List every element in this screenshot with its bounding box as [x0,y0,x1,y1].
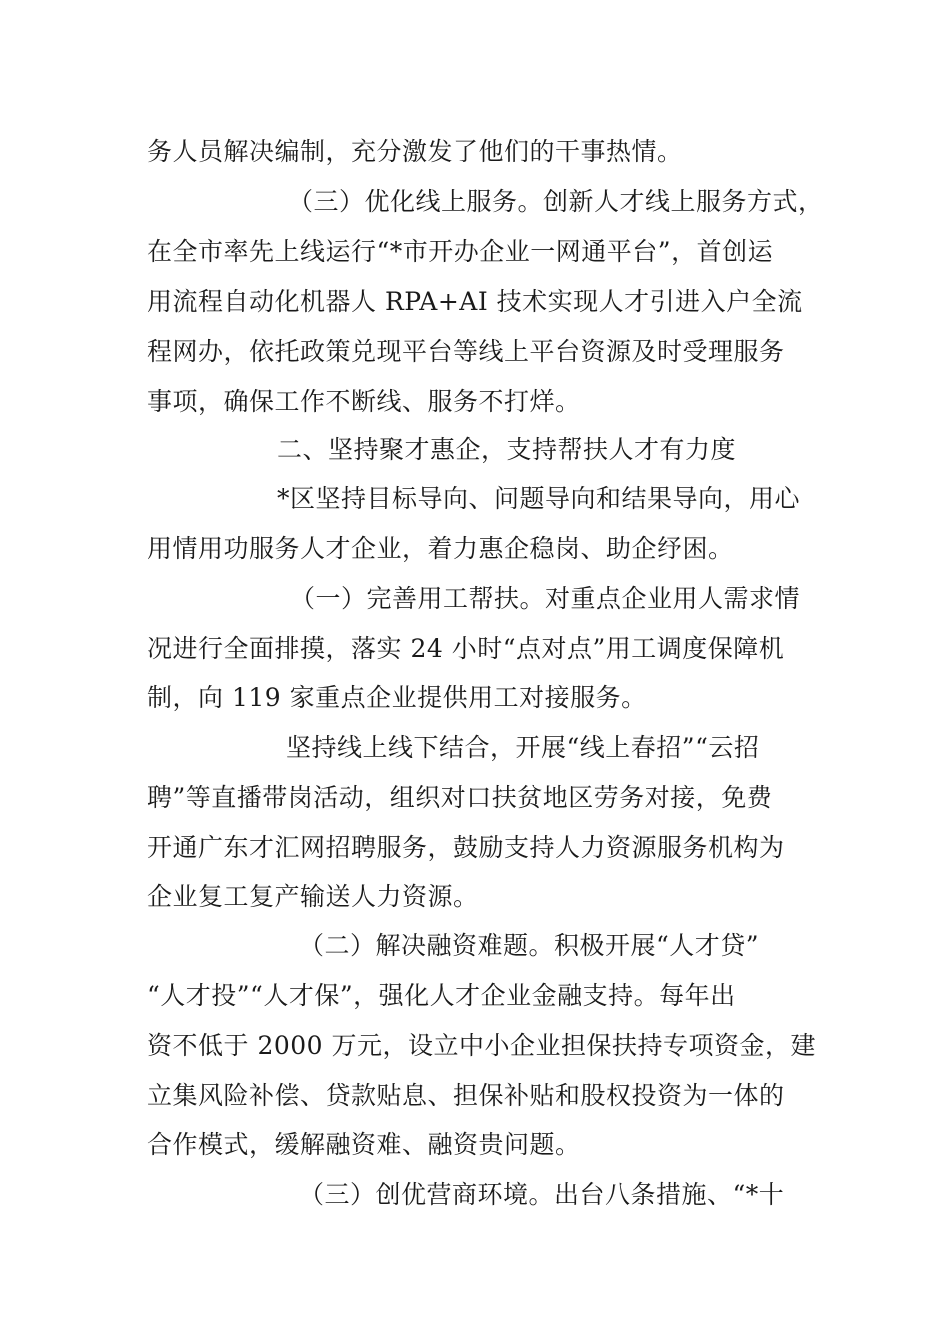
paragraph-line: 制，向 119 家重点企业提供用工对接服务。 [147,683,647,712]
paragraph-line: 在全市率先上线运行“*市开办企业一网通平台”，首创运 [147,237,774,266]
section-heading: 二、坚持聚才惠企，支持帮扶人才有力度 [277,435,737,464]
paragraph-line: “人才投”“人才保”，强化人才企业金融支持。每年出 [147,981,736,1010]
paragraph-line: （三）创优营商环境。出台八条措施、“*十 [299,1180,785,1209]
paragraph-line: 立集风险补偿、贷款贴息、担保补贴和股权投资为一体的 [147,1081,785,1110]
paragraph-line: （一）完善用工帮扶。对重点企业用人需求情 [290,584,801,613]
paragraph-line: 用流程自动化机器人 RPA+AI 技术实现人才引进入户全流 [147,287,803,316]
paragraph-line: 资不低于 2000 万元，设立中小企业担保扶持专项资金，建 [147,1031,817,1060]
paragraph-line: （三）优化线上服务。创新人才线上服务方式， [288,187,824,216]
paragraph-line: 合作模式，缓解融资难、融资贵问题。 [147,1130,581,1159]
paragraph-line: 用情用功服务人才企业，着力惠企稳岗、助企纾困。 [147,534,734,563]
paragraph-line: 事项，确保工作不断线、服务不打烊。 [147,387,581,416]
paragraph-line: 企业复工复产输送人力资源。 [147,882,479,911]
paragraph-line: 开通广东才汇网招聘服务，鼓励支持人力资源服务机构为 [147,833,785,862]
paragraph-line: 况进行全面排摸，落实 24 小时“点对点”用工调度保障机 [147,634,785,663]
paragraph-line: 坚持线上线下结合，开展“线上春招”“云招 [286,733,760,762]
paragraph-line: *区坚持目标导向、问题导向和结果导向，用心 [277,484,801,513]
paragraph-line: 聘”等直播带岗活动，组织对口扶贫地区劳务对接，免费 [147,783,773,812]
paragraph-line: 程网办，依托政策兑现平台等线上平台资源及时受理服务 [147,337,785,366]
paragraph-line: 务人员解决编制，充分激发了他们的干事热情。 [147,137,683,166]
paragraph-line: （二）解决融资难题。积极开展“人才贷” [299,931,760,960]
